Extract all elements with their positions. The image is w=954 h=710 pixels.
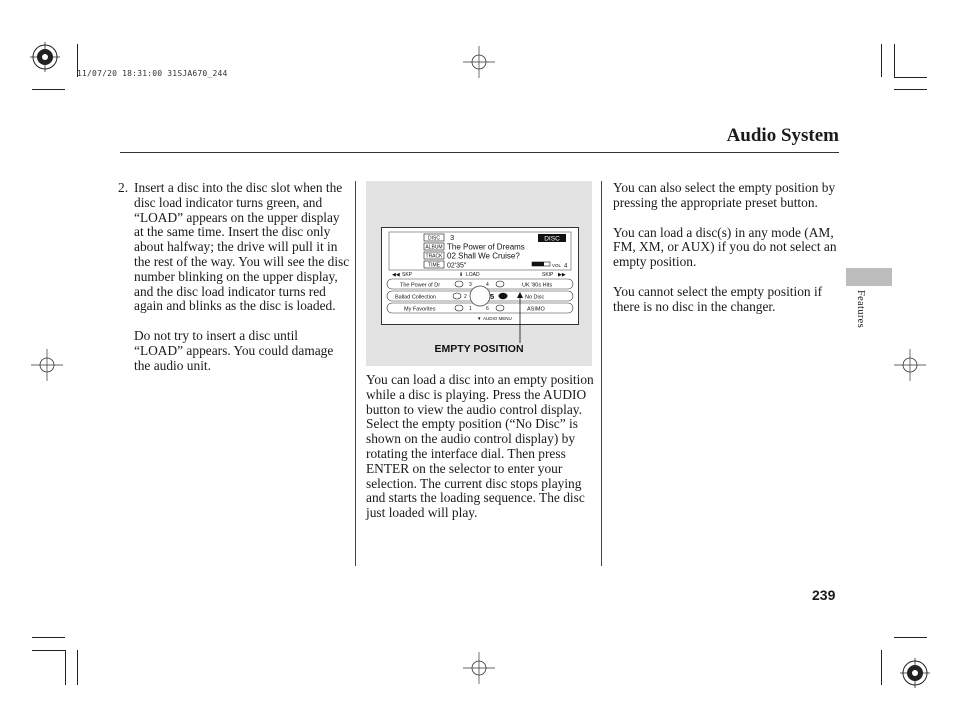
crosshair-bottom bbox=[463, 652, 495, 684]
row3-num1: 1 bbox=[469, 306, 472, 312]
track-tag: TRACK bbox=[425, 253, 443, 260]
crosshair-top bbox=[463, 46, 495, 78]
row1-left: The Power of Dr bbox=[400, 282, 441, 289]
audio-display-figure bbox=[366, 181, 592, 366]
skip-forward-label: SKIP bbox=[542, 272, 554, 278]
middle-paragraph: You can load a disc into an empty position while a disc is playing. Press the AUDIO button to view the audio control display. Select the empty position (“No Disc” is shown on the audio control display) by rotating the interface dial. Then press ENTER on the selector to enter your selection. The current disc stops playing and starts the loading sequence. The disc just loaded will play. bbox=[366, 372, 594, 521]
crosshair-right bbox=[894, 349, 926, 381]
time-tag: TIME bbox=[428, 262, 440, 269]
load-label: LOAD bbox=[466, 272, 480, 278]
column-divider-2 bbox=[601, 181, 602, 566]
disc-tag: DISC bbox=[428, 235, 440, 242]
audio-control-display bbox=[381, 227, 579, 325]
column-right bbox=[613, 181, 841, 315]
svg-text:▼: ▼ bbox=[477, 316, 482, 321]
row1-right: UK '80s Hits bbox=[522, 282, 553, 289]
svg-text:⬇: ⬇ bbox=[459, 272, 464, 278]
right-paragraph-2: You can load a disc(s) in any mode (AM, FM, XM, or AUX) if you do not select an empty position. bbox=[613, 224, 837, 270]
svg-text:▶▶: ▶▶ bbox=[558, 272, 566, 278]
disc-value: 3 bbox=[450, 233, 455, 242]
vol-value: 4 bbox=[564, 263, 568, 270]
album-value: The Power of Dreams bbox=[447, 242, 525, 252]
row3-left: My Favorites bbox=[404, 306, 436, 313]
print-stamp: 11/07/20 18:31:00 31SJA670_244 bbox=[77, 69, 228, 78]
row2-right: No Disc bbox=[525, 294, 545, 301]
row2-num1: 2 bbox=[464, 294, 467, 300]
track-value: 02 Shall We Cruise? bbox=[447, 251, 520, 261]
pointer-line bbox=[516, 277, 524, 345]
right-paragraph-1: You can also select the empty position by pressing the appropriate preset button. bbox=[613, 180, 836, 210]
step-text: Insert a disc into the disc slot when the disc load indicator turns green, and “LOAD” appears on the upper display at the same time. Insert the disc only about halfway; the drive will pull it in the rest of the way. You will see the disc number blinking on the upper display, and the disc load indicator turns red again and blinks as the disc is loaded. bbox=[134, 180, 350, 314]
registration-target-top-left bbox=[30, 42, 60, 72]
album-tag: ALBUM bbox=[425, 244, 443, 251]
registration-target-bottom-right bbox=[900, 658, 930, 688]
row2-center: 5 bbox=[490, 292, 495, 301]
step-number: 2. bbox=[118, 180, 129, 195]
svg-text:◀◀: ◀◀ bbox=[392, 272, 400, 278]
column-middle bbox=[366, 373, 594, 521]
mode-badge: DISC bbox=[544, 235, 560, 243]
row1-num1: 3 bbox=[469, 282, 472, 288]
figure-caption: EMPTY POSITION bbox=[434, 343, 524, 355]
page-title: Audio System bbox=[726, 125, 839, 146]
time-value: 02'35" bbox=[447, 262, 467, 270]
row3-right: ASIMO bbox=[527, 306, 545, 313]
row1-num2: 4 bbox=[486, 282, 489, 288]
column-divider-1 bbox=[355, 181, 356, 566]
step-2 bbox=[118, 181, 350, 314]
selector-dial-icon bbox=[470, 286, 490, 306]
row3-num2: 6 bbox=[486, 306, 489, 312]
header-rule bbox=[120, 152, 839, 153]
display-illustration bbox=[382, 228, 578, 324]
column-left bbox=[118, 181, 350, 374]
crosshair-left bbox=[31, 349, 63, 381]
page-number: 239 bbox=[812, 587, 836, 603]
section-tab bbox=[846, 268, 892, 286]
skip-back-label: SKP bbox=[402, 272, 413, 278]
audio-menu-label: AUDIO MENU bbox=[483, 316, 512, 321]
section-tab-label: Features bbox=[855, 290, 866, 328]
vol-label: VOL bbox=[552, 263, 562, 268]
row2-left: Ballad Collection bbox=[395, 294, 436, 301]
caution-note: Do not try to insert a disc until “LOAD” appears. You could damage the audio unit. bbox=[134, 328, 334, 373]
right-paragraph-3: You cannot select the empty position if there is no disc in the changer. bbox=[613, 283, 823, 314]
